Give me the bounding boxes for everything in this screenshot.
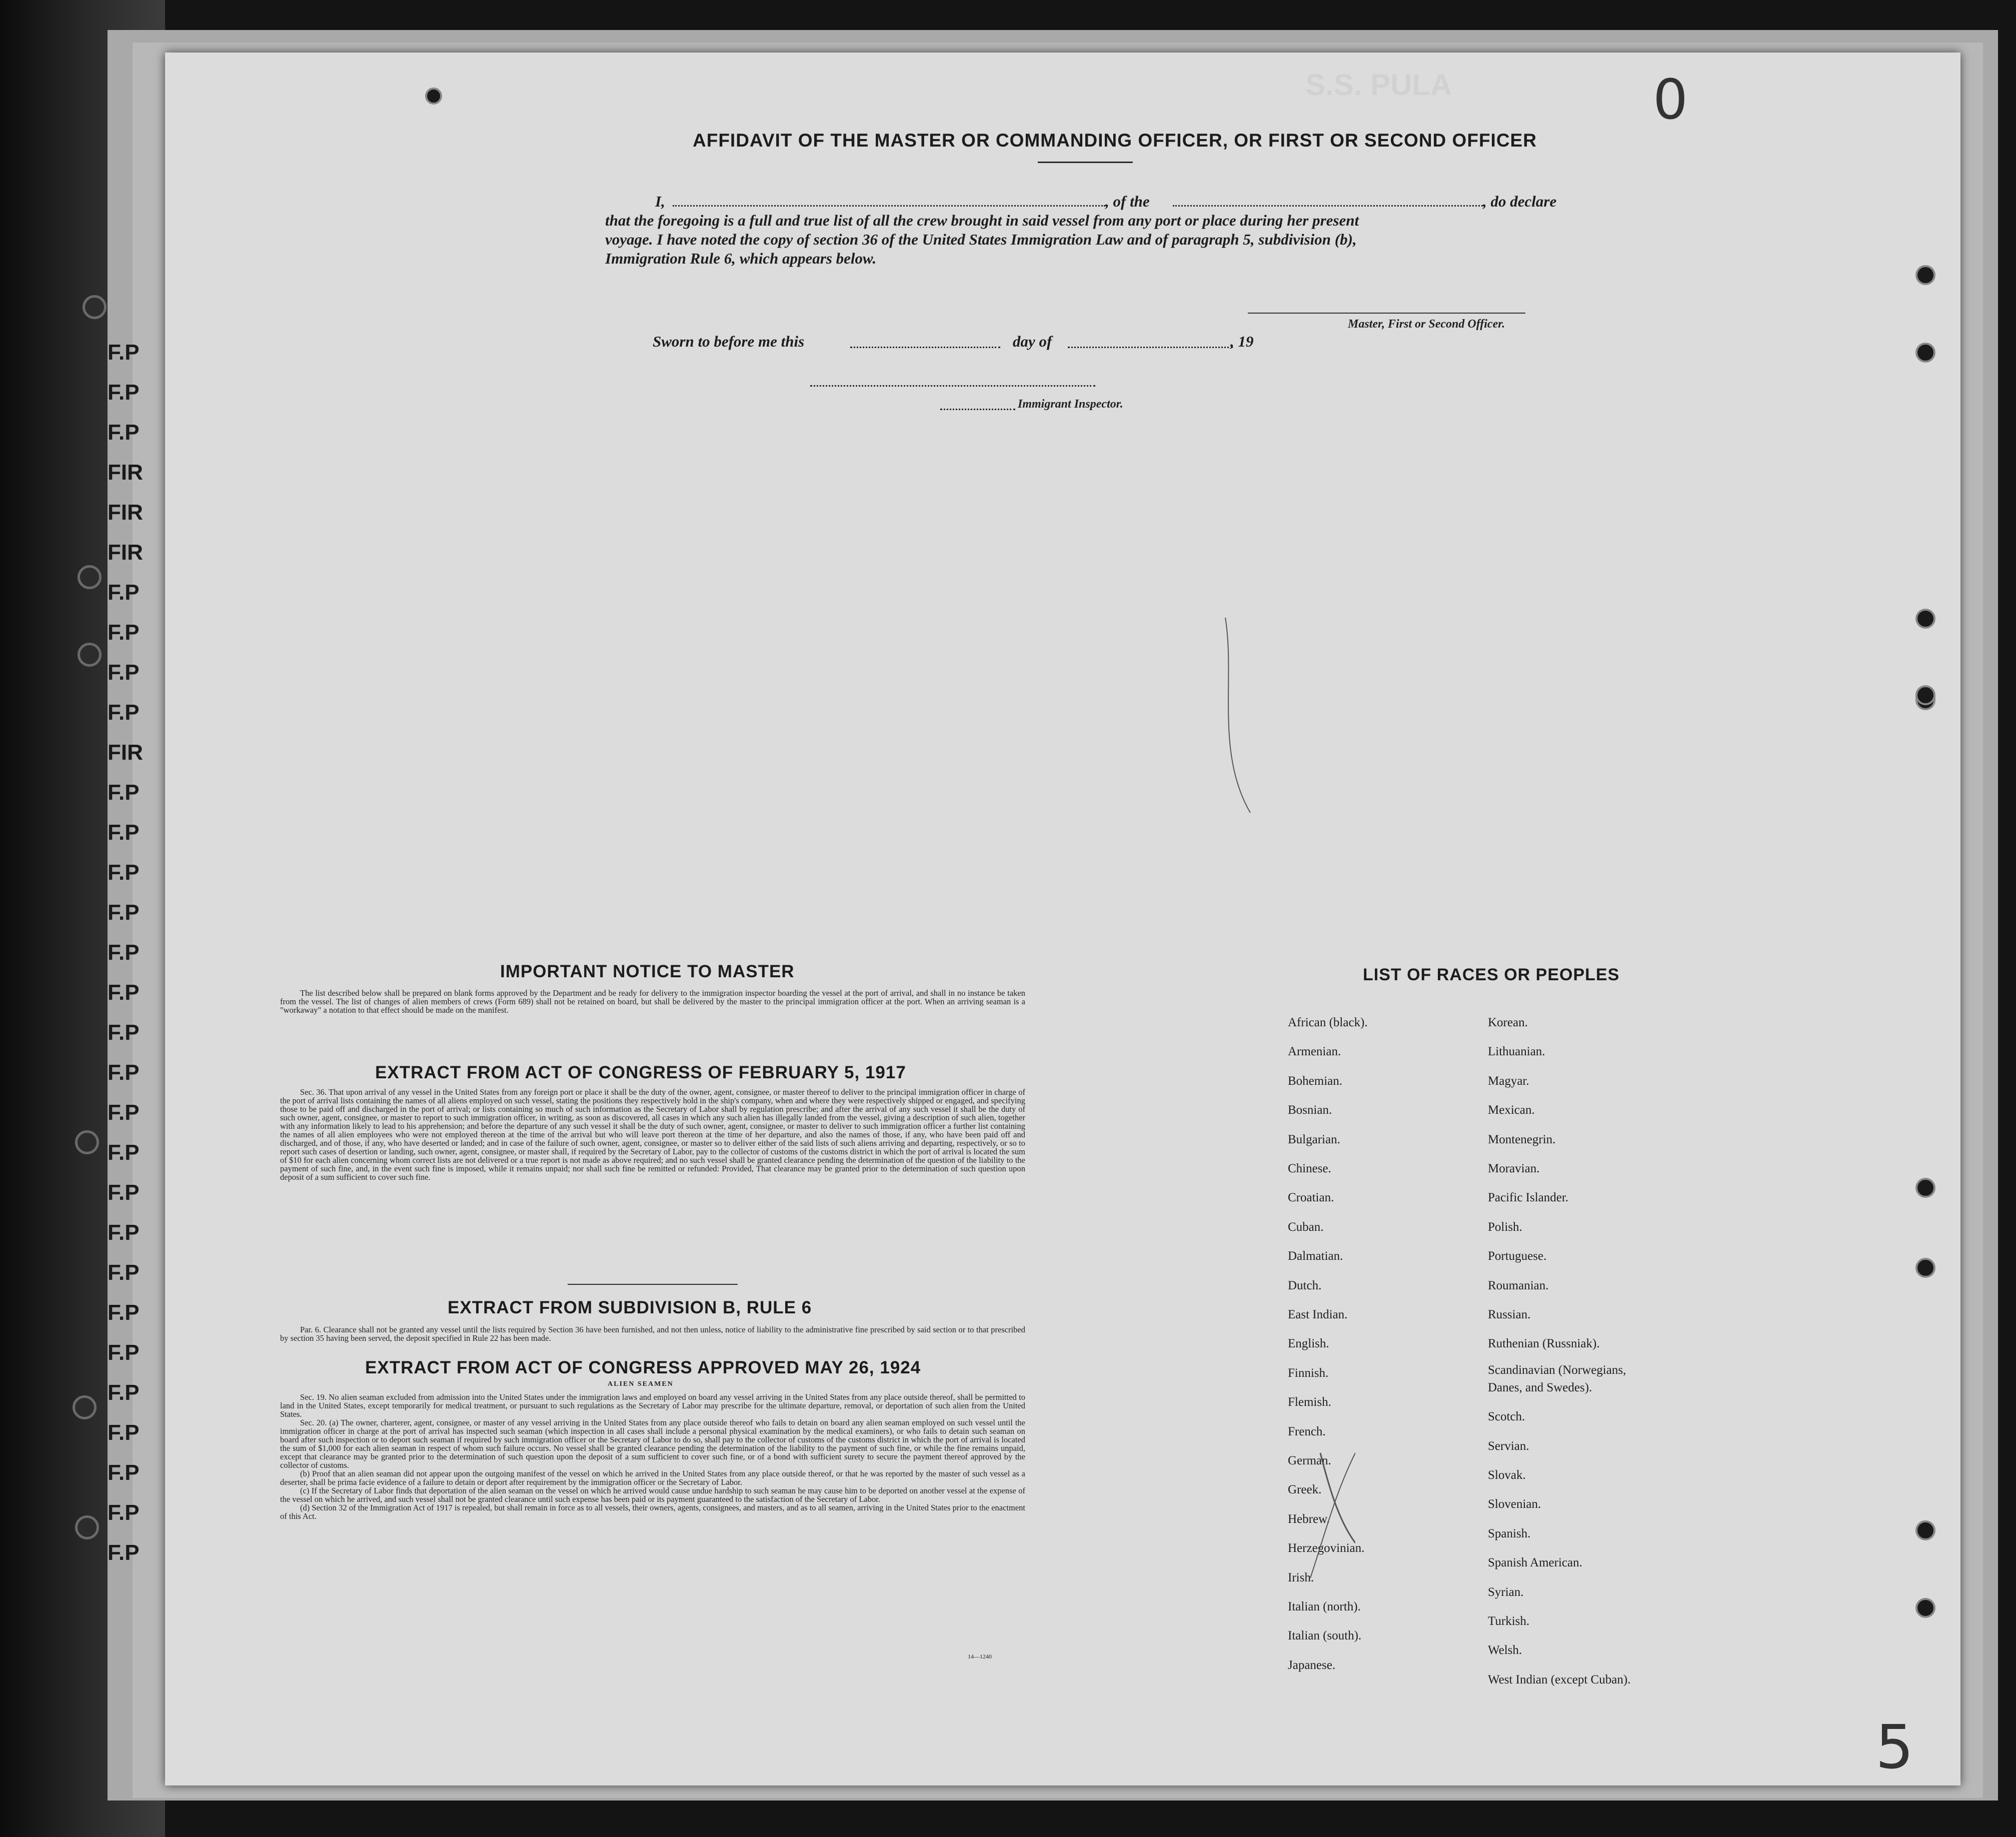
month-blank [1068, 347, 1233, 348]
binder-hole [75, 1130, 99, 1154]
affidavit-of-the-label: , of the [1105, 193, 1150, 210]
race-entry: Slovenian. [1488, 1497, 1541, 1511]
edge-mark: F.P [108, 660, 140, 685]
punch-hole [1915, 1598, 1935, 1618]
race-entry: Herzegovinian. [1288, 1541, 1365, 1555]
handwritten-number-bottom: 5 [1875, 1713, 1914, 1782]
edge-mark: F.P [108, 780, 140, 805]
race-entry: Greek. [1288, 1483, 1322, 1497]
race-entry: Turkish. [1488, 1614, 1530, 1628]
edge-mark: F.P [108, 1260, 140, 1285]
edge-mark: F.P [108, 980, 140, 1005]
race-entry: Dalmatian. [1288, 1249, 1343, 1263]
race-entry: Korean. [1488, 1016, 1528, 1029]
race-entry: Portuguese. [1488, 1249, 1547, 1263]
edge-mark: F.P [108, 1140, 140, 1165]
extract-1924-paragraph: (c) If the Secretary of Labor finds that deportation of the alien seaman on the vessel on which he arrived would cause undue hardship to such seaman he may cause him to be deported on another vessel at the expense of the vessel on which he arrived, and such vessel shall not be granted clearance until such expense has been paid or its payment guaranteed to the satisfaction of the Secretary of Labor. [280, 1486, 1025, 1504]
edge-mark: FIR [108, 460, 143, 485]
race-entry: Montenegrin. [1488, 1132, 1556, 1146]
affidavit-do-declare-label: , do declare [1483, 193, 1557, 210]
edge-mark: F.P [108, 1500, 140, 1525]
section-rule [568, 1284, 738, 1285]
punch-hole [425, 88, 442, 105]
edge-mark: F.P [108, 340, 140, 365]
race-entry: Armenian. [1288, 1045, 1341, 1059]
edge-mark: F.P [108, 580, 140, 605]
affidavit-i-label: I, [655, 193, 665, 210]
extract-1924-paragraph: (d) Section 32 of the Immigration Act of 1917 is repealed, but shall remain in force as to all vessels, their owners, agents, consignees, and masters, and as to all seamen, arriving in the United States prior to the enactment of this Act. [280, 1503, 1025, 1521]
punch-hole [1915, 1520, 1935, 1540]
extract-1924-body [280, 1393, 1025, 1520]
sworn-label: Sworn to before me this [653, 333, 805, 350]
edge-mark: F.P [108, 1540, 140, 1565]
punch-hole [1915, 1258, 1935, 1278]
edge-mark: F.P [108, 620, 140, 645]
race-entry: Pacific Islander. [1488, 1191, 1569, 1205]
affidavit-line-2: that the foregoing is a full and true list of all the crew brought in said vessel from any port or place during her present [605, 212, 1359, 229]
master-signature-label: Master, First or Second Officer. [1348, 318, 1505, 331]
punch-hole [1915, 685, 1935, 705]
edge-mark: F.P [108, 820, 140, 845]
race-entry: Chinese. [1288, 1162, 1331, 1175]
race-entry: Bohemian. [1288, 1074, 1343, 1088]
edge-mark: F.P [108, 1020, 140, 1045]
bleed-through-header: S.S. PULA [1305, 68, 1452, 102]
race-entry: Spanish American. [1488, 1556, 1582, 1570]
important-notice-title: IMPORTANT NOTICE TO MASTER [500, 962, 795, 981]
race-entry: Italian (south). [1288, 1629, 1362, 1643]
extract-rule6-text: Par. 6. Clearance shall not be granted any vessel until the lists required by Section 36 have been furnished, and not then unless, notice of liability to the administrative fine prescribed by said section or to that prescribed by section 35 having been served, the deposit specified in Rule 22 has been made. [280, 1325, 1025, 1343]
race-entry: Ruthenian (Russniak). [1488, 1337, 1600, 1351]
extract-rule6-title: EXTRACT FROM SUBDIVISION B, RULE 6 [448, 1298, 812, 1317]
edge-mark: F.P [108, 1300, 140, 1325]
inspector-label: Immigrant Inspector. [1018, 398, 1123, 411]
alien-seamen-subtitle: ALIEN SEAMEN [608, 1380, 674, 1388]
race-entry: East Indian. [1288, 1308, 1348, 1321]
edge-mark: F.P [108, 1220, 140, 1245]
edge-mark: FIR [108, 500, 143, 525]
punch-hole [1915, 265, 1935, 285]
edge-mark: F.P [108, 940, 140, 965]
race-entry: Scandinavian (Norwegians, [1488, 1363, 1626, 1377]
race-entry: English. [1288, 1337, 1329, 1351]
underlying-page-edge-marks [108, 340, 165, 1610]
race-entry: Moravian. [1488, 1162, 1540, 1175]
race-entry: Roumanian. [1488, 1278, 1549, 1292]
title-rule [1038, 162, 1133, 163]
punch-hole [1915, 1178, 1935, 1198]
race-entry: Lithuanian. [1488, 1045, 1545, 1059]
affidavit-title: AFFIDAVIT OF THE MASTER OR COMMANDING OFFICER, OR FIRST OR SECOND OFFICER [693, 130, 1537, 151]
punch-hole [1915, 609, 1935, 629]
race-entry: German. [1288, 1454, 1331, 1467]
pencil-scribble [1205, 603, 1355, 1603]
day-of-label: day of [1013, 333, 1052, 350]
race-entry: African (black). [1288, 1016, 1368, 1029]
race-entry: Polish. [1488, 1220, 1522, 1234]
master-signature-line [1248, 313, 1525, 314]
edge-mark: F.P [108, 700, 140, 725]
extract-1924-paragraph: Sec. 20. (a) The owner, charterer, agent, consignee, or master of any vessel arriving in the United States from any place outside thereof who fails to detain on board any alien seaman employed on such vessel until the immigration officer in charge at the port of arrival has inspected such seaman (which inspection in all cases shall include a personal physical examination by the medical examiners), or who fails to detain such seaman on board after such inspection or to deport such seaman if required by such immigration officer or the Secretary of Labor to do so, shall pay to the collector of customs of the customs district in which the port of arrival is located the sum of $1,000 for each alien seaman in respect of whom such failure occurs. No vessel shall be granted clearance pending the determination of the liability to the payment of such fine, or while the fine remains unpaid, except that clearance may be granted prior to the determination of such question upon the deposit of a sum sufficient to cover such fine, or of a bond with sufficient surety to secure the payment thereof approved by the collector of customs. [280, 1418, 1025, 1470]
binder-hole [78, 565, 102, 589]
manifest-page [165, 53, 1960, 1785]
race-entry: Hebrew. [1288, 1512, 1330, 1526]
edge-mark: FIR [108, 740, 143, 765]
edge-mark: F.P [108, 1420, 140, 1445]
affidavit-line-3: voyage. I have noted the copy of section 36 of the United States Immigration Law and of paragraph 5, subdivision (b), [605, 231, 1357, 248]
race-entry: Russian. [1488, 1308, 1531, 1321]
race-entry: Bosnian. [1288, 1103, 1332, 1117]
extract-1924-paragraph: (b) Proof that an alien seaman did not appear upon the outgoing manifest of the vessel on which he arrived in the United States from any place outside thereof, or that he was reported by the master of such vessel as a deserter, shall be prima facie evidence of a failure to detain or deport after requirement by the immigration officer or the Secretary of Labor. [280, 1469, 1025, 1487]
important-notice-text: The list described below shall be prepared on blank forms approved by the Department and be ready for delivery to the immigration inspector boarding the vessel at the port of arrival, and shall in no instance be taken from the vessel. The list of changes of alien members of crews (Form 689) shall not be retained on board, but shall be delivered by the master to the principal immigration officer at the port. When an arriving seaman is a "workaway" a notation to that effect should be made on the manifest. [280, 988, 1025, 1015]
edge-mark: F.P [108, 420, 140, 445]
sworn-day-blank [850, 347, 1000, 348]
edge-mark: FIR [108, 540, 143, 565]
binder-hole [83, 295, 107, 319]
inspector-signature-line [810, 385, 1095, 387]
edge-mark: F.P [108, 1060, 140, 1085]
binder-hole [73, 1395, 97, 1419]
race-entry: Mexican. [1488, 1103, 1535, 1117]
binder-hole [78, 643, 102, 667]
race-entry: Magyar. [1488, 1074, 1529, 1088]
affidavit-line-4: Immigration Rule 6, which appears below. [605, 250, 877, 267]
race-entry: Bulgarian. [1288, 1132, 1340, 1146]
edge-mark: F.P [108, 900, 140, 925]
race-entry: Japanese. [1288, 1658, 1336, 1672]
race-entry: Irish. [1288, 1570, 1314, 1584]
race-entry: Danes, and Swedes). [1488, 1380, 1592, 1394]
race-entry: Flemish. [1288, 1395, 1331, 1409]
extract-1917-text: Sec. 36. That upon arrival of any vessel in the United States from any foreign port or place it shall be the duty of the owner, agent, consignee, or master thereof to deliver to the principal immigration officer in charge of the port of arrival lists containing the names of all aliens employed on such vessel, stating the positions they respectively hold in the ship's company, when and where they were respectively shipped or engaged, and specifying those to be paid off and discharged in the port of arrival; or lists containing so much of such information as the Secretary of Labor shall by regulation prescribe; and after the arrival of any such vessel it shall be the duty of such owner, agent, consignee, or master to report to such immigration officer, in writing, as soon as discovered, all cases in which any such alien has illegally landed from the vessel, giving a description of such alien, together with any information likely to lead to his apprehension; and before the departure of any such vessel it shall be the duty of such owner, agent, consignee, or master to deliver to such immigration officer a further list containing the names of all alien employees who were not employed thereon at the time of the arrival but who will leave port thereon at the time of her departure, and also the names of those, if any, who have been paid off and discharged, and of those, if any, who have deserted or landed; and in case of the failure of such owner, agent, consignee, or master so to deliver either of the said lists of such aliens arriving and departing, respectively, or so to report such cases of desertion or landing, such owner, agent, consignee, or master shall, if required by the Secretary of Labor, pay to the collector of customs of the customs district in which the port of arrival is located the sum of $10 for each alien concerning whom correct lists are not delivered or a true report is not made as above required; and no such vessel shall be granted clearance pending the determination of the question of the liability to the payment of such fine, and, in the event such fine is imposed, while it remains unpaid; nor shall such fine be remitted or refunded: Provided, That clearance may be granted prior to the determination of such question upon deposit of a sum sufficient to cover such fine. [280, 1087, 1025, 1182]
edge-mark: F.P [108, 1180, 140, 1205]
race-entry: Cuban. [1288, 1220, 1324, 1234]
edge-mark: F.P [108, 1100, 140, 1125]
edge-mark: F.P [108, 380, 140, 405]
edge-mark: F.P [108, 1460, 140, 1485]
race-entry: Syrian. [1488, 1585, 1524, 1599]
race-entry: Spanish. [1488, 1526, 1531, 1540]
handwritten-number-top: 0 [1653, 68, 1688, 132]
edge-mark: F.P [108, 1340, 140, 1365]
race-entry: Slovak. [1488, 1468, 1526, 1482]
vessel-blank [1173, 205, 1483, 207]
race-entry: Finnish. [1288, 1366, 1329, 1380]
race-entry: West Indian (except Cuban). [1488, 1672, 1631, 1686]
race-entry: French. [1288, 1424, 1326, 1438]
extract-1924-paragraph: Sec. 19. No alien seaman excluded from admission into the United States under the immigration laws and employed on board any vessel arriving in the United States from any place outside thereof, shall be permitted to land in the United States, except temporarily for medical treatment, or pursuant to such regulations as the Secretary of Labor may prescribe for the ultimate departure, removal, or deportation of such alien from the United States. [280, 1392, 1025, 1419]
race-entry: Croatian. [1288, 1191, 1334, 1205]
form-number: 14—1240 [968, 1653, 992, 1660]
edge-mark: F.P [108, 1380, 140, 1405]
extract-1924-title: EXTRACT FROM ACT OF CONGRESS APPROVED MAY 26, 1924 [365, 1358, 921, 1377]
extract-1917-title: EXTRACT FROM ACT OF CONGRESS OF FEBRUARY 5, 1917 [375, 1063, 906, 1082]
race-entry: Italian (north). [1288, 1600, 1361, 1613]
races-title: LIST OF RACES OR PEOPLES [1363, 965, 1620, 984]
inspector-dots [940, 409, 1015, 410]
race-entry: Scotch. [1488, 1410, 1525, 1424]
punch-hole [1915, 343, 1935, 363]
name-blank [673, 205, 1105, 207]
binder-hole [75, 1515, 99, 1539]
year-label: , 19 [1230, 333, 1254, 350]
edge-mark: F.P [108, 860, 140, 885]
race-entry: Welsh. [1488, 1643, 1522, 1657]
race-entry: Dutch. [1288, 1278, 1322, 1292]
race-entry: Servian. [1488, 1439, 1529, 1453]
